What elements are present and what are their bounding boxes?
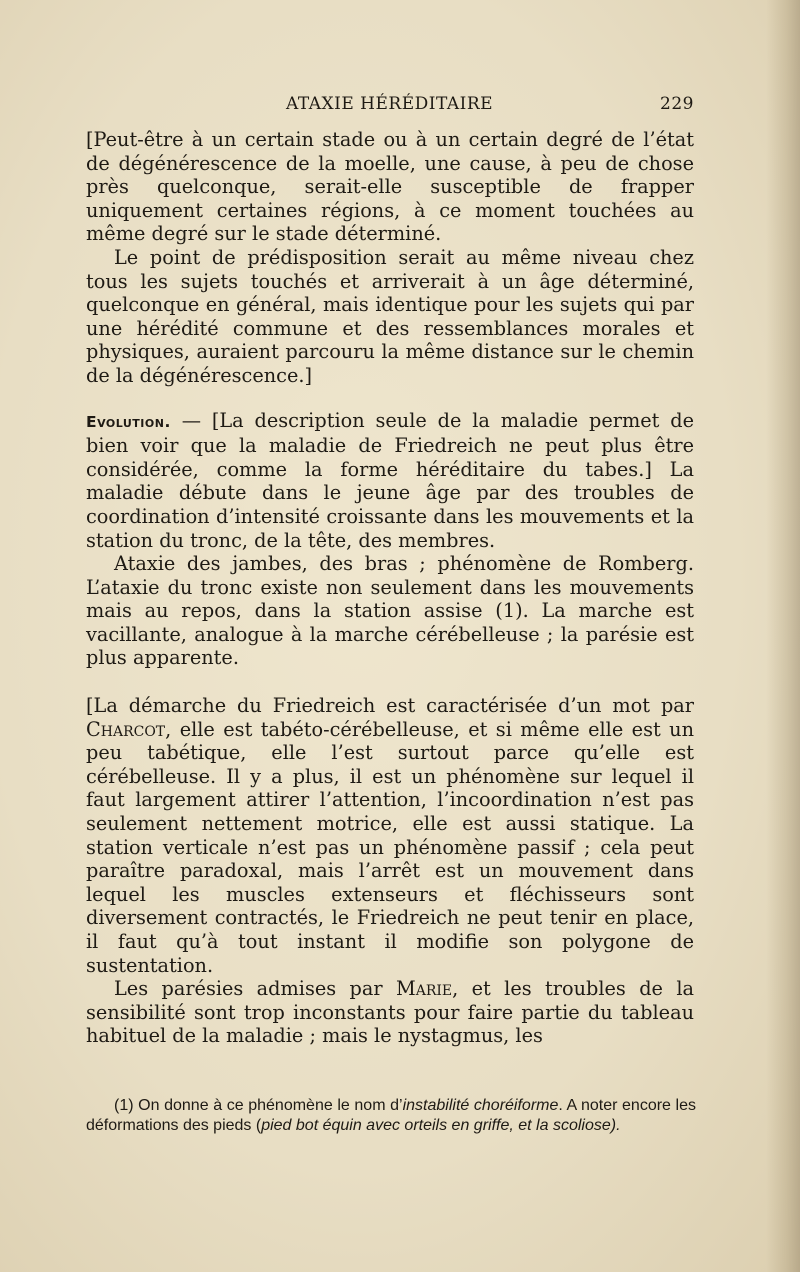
- paragraph-ataxie: Ataxie des jambes, des bras ; phénomène de Romberg. L’ataxie du tronc existe non seulement dans les mouvements mais au repos, dans la station assise (1). La marche est vacillante, analogue à la marche cérébelleuse ; la parésie est plus apparente.: [86, 552, 694, 670]
- charcot-before: [La démarche du Friedreich est caractérisée d’un mot par: [86, 694, 694, 718]
- paragraph-degenerescence: [Peut-être à un certain stade ou à un certain degré de l’état de dégénérescence de la moelle, une cause, à peu de chose près quelconque, serait-elle susceptible de frapper uniquement certaines régions, à ce moment touchées au même degré sur le stade déterminé.: [86, 128, 694, 246]
- paragraph-evolution: [86, 409, 694, 553]
- footnote-part2: . A noter encore les déformations des pieds (: [86, 1097, 697, 1134]
- paragraph-charcot: [86, 694, 694, 977]
- paragraph-marie: [86, 977, 694, 1048]
- main-text: [86, 128, 694, 1048]
- marie-after: , et les troubles de la sensibilité sont trop inconstants pour faire partie du tableau habituel de la maladie ; mais le nystagmus, les: [86, 977, 694, 1048]
- author-marie: Marie: [395, 977, 453, 1001]
- running-header: [86, 94, 694, 120]
- section-label-evolution: Evolution.: [86, 412, 171, 431]
- footnote-italic1: instabilité choréiforme: [402, 1097, 559, 1114]
- author-charcot: Charcot: [86, 717, 166, 741]
- evolution-text: — [La description seule de la maladie permet de bien voir que la maladie de Friedreich ne peut plus être considérée, comme la forme héréditaire du tabes.] La maladie débute dans le jeune âge par des troubles de coordination d’intensité croissante dans les mouvements et la station du tronc, de la tête, des membres.: [86, 408, 694, 552]
- paragraph-predisposition: Le point de prédisposition serait au même niveau chez tous les sujets touchés et arriverait à un âge déterminé, quelconque en général, mais identique pour les sujets qui par une hérédité commune et des ressemblances morales et physiques, auraient parcouru la même distance sur le chemin de la dégénérescence.]: [86, 245, 694, 387]
- footnote: [86, 1096, 696, 1136]
- charcot-after: , elle est tabéto-cérébelleuse, et si même elle est un peu tabétique, elle l’est surtout parce qu’elle est cérébelleuse. Il y a plus, il est un phénomène sur lequel il faut largement attirer l’attention, l’incoordination n’est pas seulement nettement motrice, elle est aussi statique. La station verticale n’est pas un phénomène passif ; cela peut paraître paradoxal, mais l’arrêt est un mouvement dans lequel les muscles extenseurs et fléchisseurs sont diversement contractés, le Friedreich ne peut tenir en place, il faut qu’à tout instant il modifie son polygone de sustentation.: [86, 717, 694, 977]
- footnote-text: [86, 1096, 696, 1136]
- page-edge-shadow: [766, 0, 800, 1272]
- marie-before: Les parésies admises par: [114, 977, 396, 1001]
- running-title: ATAXIE HÉRÉDITAIRE: [286, 94, 494, 114]
- footnote-italic2: pied bot équin avec orteils en griffe, et la scoliose).: [261, 1117, 621, 1134]
- page-number: 229: [660, 94, 694, 114]
- footnote-part1: (1) On donne à ce phénomène le nom d’: [114, 1097, 403, 1114]
